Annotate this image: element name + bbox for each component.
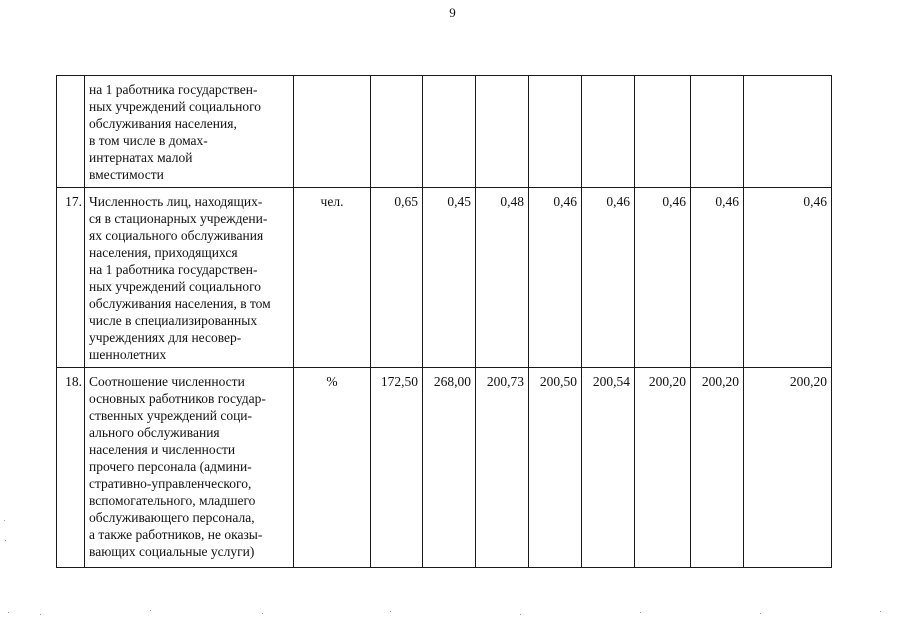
description-line: Соотношение численности [89,374,245,389]
value-cell: 200,54 [582,368,635,568]
indicator-description [85,76,294,188]
row-number [57,76,85,188]
description-line: интернатах малой [89,150,193,165]
value-cell [582,76,635,188]
value-cell [476,76,529,188]
description-line: на 1 работника государствен- [89,262,258,277]
description-line: ных учреждений социального [89,99,262,114]
indicator-description [85,368,294,568]
description-line: стративно-управленческого, [89,476,252,491]
value-cell: 0,48 [476,188,529,368]
value-cell [529,76,582,188]
description-line: обслуживания населения, в том [89,296,271,311]
row-number: 18. [57,368,85,568]
description-line: Численность лиц, находящих- [89,194,263,209]
description-line: ального обслуживания [89,425,220,440]
row-number: 17. [57,188,85,368]
description-line: вместимости [89,167,164,182]
value-cell: 0,46 [744,188,832,368]
unit-cell: чел. [294,188,371,368]
value-cell: 0,46 [529,188,582,368]
description-line: ственных учреждений соци- [89,408,253,423]
value-cell [423,76,476,188]
description-line: населения, приходящихся [89,245,238,260]
value-cell: 200,20 [635,368,691,568]
description-line: населения и численности [89,442,236,457]
value-cell: 0,45 [423,188,476,368]
description-line: а также работников, не оказы- [89,527,263,542]
unit-cell [294,76,371,188]
indicator-description [85,188,294,368]
description-line: ях социального обслуживания [89,228,264,243]
description-line: прочего персонала (админи- [89,459,252,474]
value-cell: 0,46 [582,188,635,368]
value-cell: 200,73 [476,368,529,568]
table-row [57,368,832,568]
description-line: основных работников государ- [89,391,266,406]
description-line: ных учреждений социального [89,279,262,294]
table-row [57,76,832,188]
value-cell: 0,65 [371,188,423,368]
description-line: шеннолетних [89,347,167,362]
description-line: на 1 работника государствен- [89,82,258,97]
value-cell: 0,46 [635,188,691,368]
value-cell: 200,50 [529,368,582,568]
unit-cell: % [294,368,371,568]
value-cell: 172,50 [371,368,423,568]
description-line: обслуживающего персонала, [89,510,255,525]
value-cell: 268,00 [423,368,476,568]
description-line: ся в стационарных учреждени- [89,211,268,226]
indicators-table [56,75,832,568]
value-cell [635,76,691,188]
description-line: вающих социальные услуги) [89,544,255,559]
description-line: вспомогательного, младшего [89,493,256,508]
value-cell [371,76,423,188]
table-row [57,188,832,368]
description-line: обслуживания населения, [89,116,237,131]
page-number: 9 [449,5,456,20]
description-line: в том числе в домах- [89,133,208,148]
value-cell: 200,20 [691,368,744,568]
description-line: числе в специализированных [89,313,258,328]
description-line: учреждениях для несовер- [89,330,242,345]
value-cell: 200,20 [744,368,832,568]
value-cell [691,76,744,188]
value-cell [744,76,832,188]
value-cell: 0,46 [691,188,744,368]
